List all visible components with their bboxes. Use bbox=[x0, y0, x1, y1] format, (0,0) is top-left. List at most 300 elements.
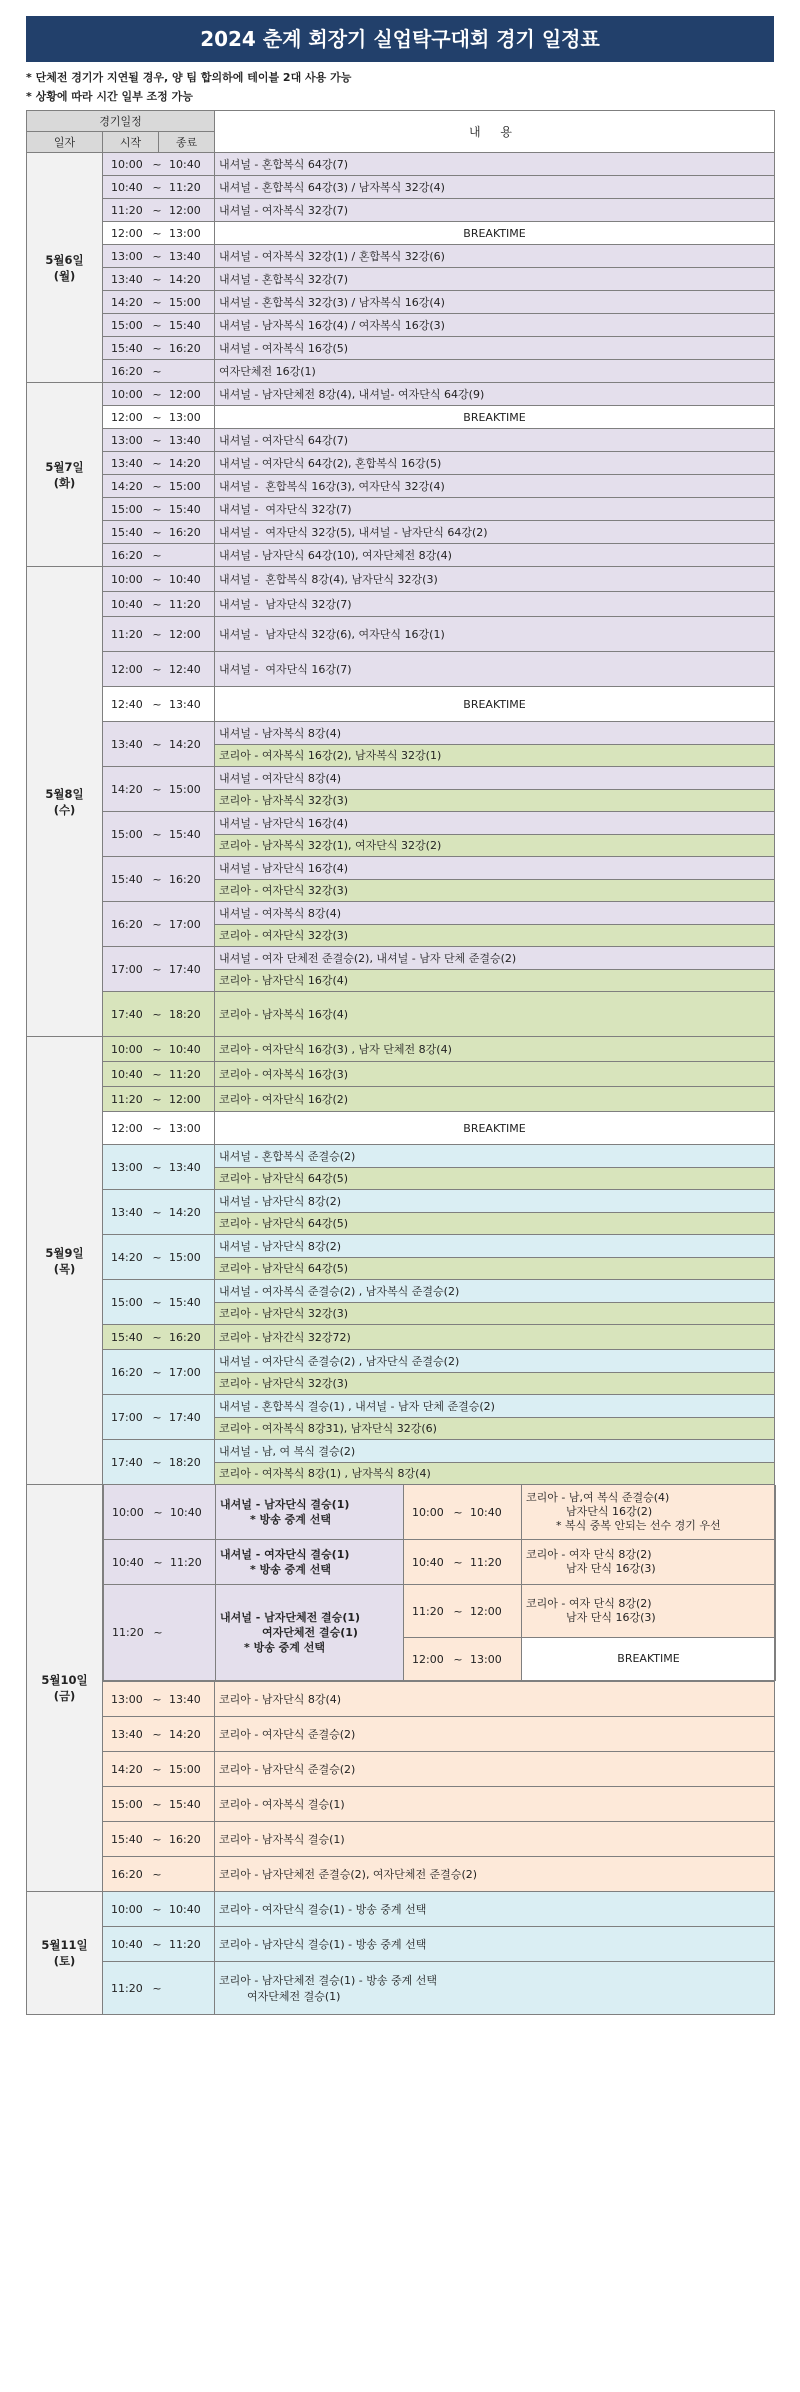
notes bbox=[26, 68, 774, 106]
start-time: 15:40 bbox=[111, 525, 143, 539]
time-cell bbox=[103, 406, 215, 429]
tilde: ~ bbox=[152, 1007, 162, 1021]
split-row bbox=[104, 1540, 776, 1585]
end-time bbox=[170, 1626, 206, 1639]
schedule-row bbox=[27, 1962, 775, 2015]
tilde: ~ bbox=[153, 1555, 163, 1569]
match-line: 내셔널 - 여자복식 32강(1) / 혼합복식 32강(6) bbox=[219, 250, 445, 263]
tilde: ~ bbox=[152, 962, 162, 976]
time-cell bbox=[103, 452, 215, 475]
tilde: ~ bbox=[152, 1160, 162, 1174]
content-cell bbox=[215, 176, 775, 199]
start-time: 14:20 bbox=[111, 782, 143, 796]
match-line: 내셔널 - 남자단식 16강(4) bbox=[215, 857, 774, 879]
time-cell bbox=[103, 1325, 215, 1350]
content-cell bbox=[215, 1062, 775, 1087]
match-line: 코리아 - 남자복식 32강(1), 여자단식 32강(2) bbox=[215, 834, 774, 857]
schedule-row bbox=[27, 360, 775, 383]
start-time: 13:00 bbox=[111, 1160, 143, 1174]
schedule-row bbox=[27, 544, 775, 567]
header-content: 내 용 bbox=[215, 111, 775, 153]
match-line: 내셔널 - 여자단식 64강(2), 혼합복식 16강(5) bbox=[219, 457, 442, 470]
end-time: 15:00 bbox=[169, 782, 201, 796]
end-time: 16:20 bbox=[169, 525, 201, 539]
tilde: ~ bbox=[152, 1295, 162, 1309]
start-time: 10:40 bbox=[112, 1555, 144, 1569]
time-cell bbox=[103, 245, 215, 268]
end-time: 16:20 bbox=[169, 1832, 201, 1846]
tilde: ~ bbox=[152, 249, 162, 263]
time-cell bbox=[103, 1752, 215, 1787]
start-time: 10:40 bbox=[111, 1937, 143, 1951]
tilde: ~ bbox=[152, 1867, 162, 1881]
end-time bbox=[169, 365, 205, 378]
start-time: 11:20 bbox=[112, 1626, 144, 1640]
match-line: 코리아 - 여자단식 32강(3) bbox=[215, 879, 774, 902]
schedule-row bbox=[27, 475, 775, 498]
match-line: 내셔널 - 남자단식 8강(2) bbox=[215, 1235, 774, 1257]
content-cell bbox=[215, 1280, 775, 1325]
schedule-row bbox=[27, 452, 775, 475]
content-cell bbox=[215, 1682, 775, 1717]
korea-match-cell bbox=[522, 1540, 776, 1585]
time-cell bbox=[103, 1892, 215, 1927]
date-cell bbox=[27, 383, 103, 567]
end-time: 14:20 bbox=[169, 272, 201, 286]
header-date: 일자 bbox=[27, 132, 103, 153]
tilde: ~ bbox=[152, 1727, 162, 1741]
match-line: 코리아 - 남자단식 64강(5) bbox=[215, 1167, 774, 1190]
start-time: 12:00 bbox=[111, 662, 143, 676]
schedule-row bbox=[27, 857, 775, 902]
schedule-row bbox=[27, 1350, 775, 1395]
start-time: 13:40 bbox=[111, 737, 143, 751]
end-time: 10:40 bbox=[169, 572, 201, 586]
content-cell bbox=[215, 360, 775, 383]
match-line: 남자 단식 16강(3) bbox=[566, 1562, 656, 1576]
time-cell bbox=[404, 1540, 522, 1585]
time-cell bbox=[103, 1822, 215, 1857]
date-cell bbox=[27, 153, 103, 383]
end-time: 16:20 bbox=[169, 341, 201, 355]
tilde: ~ bbox=[152, 1250, 162, 1264]
content-cell bbox=[215, 652, 775, 687]
time-cell bbox=[103, 176, 215, 199]
end-time: 10:40 bbox=[169, 157, 201, 171]
tilde: ~ bbox=[152, 525, 162, 539]
content-cell bbox=[215, 617, 775, 652]
tilde: ~ bbox=[152, 872, 162, 886]
tilde: ~ bbox=[152, 737, 162, 751]
schedule-row bbox=[27, 1822, 775, 1857]
start-time: 15:00 bbox=[111, 1797, 143, 1811]
end-time: 14:20 bbox=[169, 456, 201, 470]
match-line: 코리아 - 여자단식 준결승(2) bbox=[219, 1728, 356, 1741]
schedule-row bbox=[27, 1037, 775, 1062]
schedule-body bbox=[27, 153, 775, 2015]
start-time: 12:40 bbox=[111, 697, 143, 711]
schedule-row bbox=[27, 1752, 775, 1787]
tilde: ~ bbox=[152, 782, 162, 796]
schedule-row bbox=[27, 1325, 775, 1350]
content-cell bbox=[215, 1145, 775, 1190]
time-cell bbox=[103, 1440, 215, 1485]
match-line: 내셔널 - 혼합복식 32강(7) bbox=[219, 273, 349, 286]
match-line: 여자단체전 결승(1) bbox=[262, 1626, 358, 1640]
match-line: 코리아 - 여자단식 16강(2) bbox=[219, 1093, 349, 1106]
schedule-row bbox=[27, 383, 775, 406]
tilde: ~ bbox=[453, 1555, 463, 1569]
tilde: ~ bbox=[152, 226, 162, 240]
match-line: 내셔널 - 여자복식 준결승(2) , 남자복식 준결승(2) bbox=[215, 1280, 774, 1302]
time-cell bbox=[103, 857, 215, 902]
time-cell bbox=[103, 1682, 215, 1717]
tilde: ~ bbox=[152, 627, 162, 641]
priority-note: * 복식 중복 안되는 선수 경기 우선 bbox=[556, 1519, 721, 1533]
end-time: 18:20 bbox=[169, 1455, 201, 1469]
content-cell bbox=[215, 1752, 775, 1787]
schedule-row bbox=[27, 199, 775, 222]
end-time: 13:40 bbox=[169, 433, 201, 447]
schedule-row bbox=[27, 1485, 775, 1682]
national-final-cell bbox=[216, 1485, 404, 1540]
start-time: 10:00 bbox=[112, 1505, 144, 1519]
schedule-row bbox=[27, 314, 775, 337]
content-cell bbox=[215, 947, 775, 992]
tilde: ~ bbox=[152, 917, 162, 931]
match-line: 여자단체전 결승(1) bbox=[219, 1990, 341, 2003]
broadcast-note: * 방송 중계 선택 bbox=[244, 1641, 325, 1655]
tilde: ~ bbox=[152, 502, 162, 516]
time-cell bbox=[103, 1787, 215, 1822]
content-cell bbox=[215, 1927, 775, 1962]
time-cell bbox=[103, 1280, 215, 1325]
header-schedule: 경기일정 bbox=[27, 111, 215, 132]
match-line: 내셔널 - 여자단식 준결승(2) , 남자단식 준결승(2) bbox=[215, 1350, 774, 1372]
tilde: ~ bbox=[152, 1067, 162, 1081]
time-cell bbox=[103, 222, 215, 245]
time-cell bbox=[103, 652, 215, 687]
time-cell bbox=[103, 592, 215, 617]
tilde: ~ bbox=[152, 1832, 162, 1846]
may10-split-block bbox=[103, 1485, 775, 1682]
match-line: 여자단체전 16강(1) bbox=[219, 365, 316, 378]
start-time: 12:00 bbox=[412, 1652, 444, 1666]
tilde: ~ bbox=[153, 1626, 163, 1640]
date-cell bbox=[27, 567, 103, 1037]
end-time: 13:00 bbox=[169, 226, 201, 240]
schedule-table bbox=[26, 110, 775, 2015]
start-time: 15:40 bbox=[111, 872, 143, 886]
match-line: 내셔널 - 여자단식 64강(7) bbox=[219, 434, 349, 447]
weekday-label: (금) bbox=[53, 1689, 76, 1703]
match-line: 코리아 - 여자 단식 8강(2) bbox=[526, 1548, 652, 1562]
time-cell bbox=[103, 268, 215, 291]
match-line: 내셔널 - 남자단체전 결승(1) bbox=[220, 1611, 361, 1625]
content-cell bbox=[215, 1822, 775, 1857]
match-line: 내셔널 - 남자단식 64강(10), 여자단체전 8강(4) bbox=[219, 549, 452, 562]
match-line: 내셔널 - 여자복식 16강(5) bbox=[219, 342, 349, 355]
schedule-row bbox=[27, 722, 775, 767]
end-time: 12:00 bbox=[169, 203, 201, 217]
end-time: 11:20 bbox=[169, 1937, 201, 1951]
weekday-label: (토) bbox=[53, 1954, 76, 1968]
tilde: ~ bbox=[152, 387, 162, 401]
schedule-row bbox=[27, 812, 775, 857]
start-time: 15:40 bbox=[111, 341, 143, 355]
tilde: ~ bbox=[152, 697, 162, 711]
end-time: 10:40 bbox=[470, 1505, 502, 1519]
match-line: 내셔널 - 혼합복식 8강(4), 남자단식 32강(3) bbox=[219, 573, 438, 586]
weekday-label: (월) bbox=[53, 268, 76, 283]
date-label: 5월10일 bbox=[41, 1673, 88, 1687]
tilde: ~ bbox=[152, 548, 162, 562]
tilde: ~ bbox=[152, 295, 162, 309]
start-time: 10:40 bbox=[111, 180, 143, 194]
end-time: 12:40 bbox=[169, 662, 201, 676]
schedule-row bbox=[27, 429, 775, 452]
content-cell bbox=[215, 314, 775, 337]
tilde: ~ bbox=[152, 1902, 162, 1916]
end-time: 13:40 bbox=[169, 697, 201, 711]
end-time: 14:20 bbox=[169, 1205, 201, 1219]
korea-match-cell bbox=[522, 1485, 776, 1540]
schedule-row bbox=[27, 1235, 775, 1280]
time-cell bbox=[104, 1540, 216, 1585]
match-line: 코리아 - 남자단식 준결승(2) bbox=[219, 1763, 356, 1776]
schedule-row bbox=[27, 498, 775, 521]
end-time: 17:00 bbox=[169, 1365, 201, 1379]
schedule-row bbox=[27, 1190, 775, 1235]
start-time: 10:00 bbox=[111, 1042, 143, 1056]
schedule-row bbox=[27, 1062, 775, 1087]
schedule-row bbox=[27, 617, 775, 652]
match-line: 내셔널 - 혼합복식 16강(3), 여자단식 32강(4) bbox=[219, 480, 445, 493]
tilde: ~ bbox=[152, 433, 162, 447]
match-line: 코리아 - 남자복식 결승(1) bbox=[219, 1833, 345, 1846]
content-cell bbox=[215, 1235, 775, 1280]
content-cell bbox=[215, 498, 775, 521]
header-start: 시작 bbox=[103, 132, 159, 153]
end-time: 17:40 bbox=[169, 962, 201, 976]
match-line: 코리아 - 남자단식 32강(3) bbox=[215, 1302, 774, 1325]
date-cell bbox=[27, 1485, 103, 1892]
tilde: ~ bbox=[152, 341, 162, 355]
date-label: 5월8일 bbox=[45, 786, 84, 801]
schedule-row bbox=[27, 222, 775, 245]
schedule-row bbox=[27, 1717, 775, 1752]
end-time: 15:00 bbox=[169, 295, 201, 309]
content-cell bbox=[215, 1892, 775, 1927]
content-cell bbox=[215, 1350, 775, 1395]
schedule-row bbox=[27, 992, 775, 1037]
start-time: 10:40 bbox=[412, 1555, 444, 1569]
schedule-row bbox=[27, 176, 775, 199]
broadcast-note: * 방송 중계 선택 bbox=[250, 1563, 331, 1577]
tilde: ~ bbox=[152, 1205, 162, 1219]
content-cell bbox=[215, 722, 775, 767]
schedule-row bbox=[27, 567, 775, 592]
tilde: ~ bbox=[152, 157, 162, 171]
match-line: 남자단식 16강(2) bbox=[566, 1505, 653, 1519]
weekday-label: (목) bbox=[53, 1261, 76, 1276]
time-cell bbox=[103, 1350, 215, 1395]
match-line: 코리아 - 남자복식 16강(4) bbox=[219, 1008, 349, 1021]
time-cell bbox=[103, 1087, 215, 1112]
end-time: 14:20 bbox=[169, 1727, 201, 1741]
match-line: 코리아 - 남,여 복식 준결승(4) bbox=[526, 1491, 670, 1505]
schedule-row bbox=[27, 406, 775, 429]
match-line: 남자 단식 16강(3) bbox=[566, 1611, 656, 1625]
start-time: 17:40 bbox=[111, 1455, 143, 1469]
time-cell bbox=[103, 1112, 215, 1145]
end-time: 15:00 bbox=[169, 479, 201, 493]
start-time: 11:20 bbox=[111, 1092, 143, 1106]
start-time: 12:00 bbox=[111, 226, 143, 240]
date-label: 5월7일 bbox=[45, 459, 84, 474]
match-line: 내셔널 - 남자단식 32강(7) bbox=[219, 598, 352, 611]
content-cell bbox=[215, 812, 775, 857]
match-line: 내셔널 - 혼합복식 결승(1) , 내셔널 - 남자 단체 준결승(2) bbox=[215, 1395, 774, 1417]
end-time: 12:00 bbox=[169, 627, 201, 641]
content-cell bbox=[215, 1395, 775, 1440]
time-cell bbox=[404, 1485, 522, 1540]
note-1: * 단체전 경기가 지연될 경우, 양 팀 합의하에 테이블 2대 사용 가능 bbox=[26, 71, 352, 84]
tilde: ~ bbox=[152, 572, 162, 586]
match-line: 내셔널 - 여자단식 8강(4) bbox=[215, 767, 774, 789]
end-time: 10:40 bbox=[170, 1505, 202, 1519]
schedule-row bbox=[27, 291, 775, 314]
date-label: 5월9일 bbox=[45, 1245, 84, 1260]
end-time: 17:00 bbox=[169, 917, 201, 931]
tilde: ~ bbox=[152, 1937, 162, 1951]
start-time: 16:20 bbox=[111, 1867, 143, 1881]
tilde: ~ bbox=[152, 203, 162, 217]
note-2: * 상황에 따라 시간 일부 조정 가능 bbox=[26, 90, 193, 103]
time-cell bbox=[103, 1235, 215, 1280]
content-cell bbox=[215, 153, 775, 176]
match-line: 코리아 - 여자복식 8강(1) , 남자복식 8강(4) bbox=[215, 1462, 774, 1485]
tilde: ~ bbox=[152, 1092, 162, 1106]
start-time: 11:20 bbox=[412, 1604, 444, 1618]
match-line: 내셔널 - 남자단식 16강(4) bbox=[215, 812, 774, 834]
match-line: 내셔널 - 여자단식 32강(5), 내셔널 - 남자단식 64강(2) bbox=[219, 526, 488, 539]
breaktime-label: BREAKTIME bbox=[463, 410, 526, 424]
time-cell bbox=[103, 1037, 215, 1062]
weekday-label: (화) bbox=[53, 475, 76, 490]
schedule-row bbox=[27, 337, 775, 360]
match-line: 내셔널 - 혼합복식 64강(3) / 남자복식 32강(4) bbox=[219, 181, 445, 194]
end-time: 10:40 bbox=[169, 1042, 201, 1056]
match-line: 코리아 - 남자단식 16강(4) bbox=[215, 969, 774, 992]
end-time: 14:20 bbox=[169, 737, 201, 751]
content-cell bbox=[215, 544, 775, 567]
end-time: 12:00 bbox=[470, 1604, 502, 1618]
time-cell bbox=[103, 1927, 215, 1962]
date-cell bbox=[27, 1037, 103, 1485]
end-time: 18:20 bbox=[169, 1007, 201, 1021]
match-line: 코리아 - 여자복식 16강(2), 남자복식 32강(1) bbox=[215, 744, 774, 767]
content-cell bbox=[215, 1857, 775, 1892]
split-row bbox=[104, 1585, 776, 1638]
broadcast-note: * 방송 중계 선택 bbox=[250, 1513, 331, 1527]
match-line: 내셔널 - 혼합복식 32강(3) / 남자복식 16강(4) bbox=[219, 296, 445, 309]
start-time: 13:40 bbox=[111, 456, 143, 470]
time-cell bbox=[103, 1062, 215, 1087]
tilde: ~ bbox=[453, 1505, 463, 1519]
time-cell bbox=[103, 153, 215, 176]
start-time: 13:00 bbox=[111, 249, 143, 263]
content-cell bbox=[215, 1440, 775, 1485]
match-line: 내셔널 - 여자복식 8강(4) bbox=[215, 902, 774, 924]
weekday-label: (수) bbox=[53, 802, 76, 817]
match-line: 내셔널 - 남자단식 결승(1) bbox=[220, 1498, 350, 1512]
match-line: 코리아 - 여자복식 16강(3) bbox=[219, 1068, 349, 1081]
schedule-row bbox=[27, 1112, 775, 1145]
start-time: 16:20 bbox=[111, 364, 143, 378]
end-time: 13:00 bbox=[169, 410, 201, 424]
content-cell bbox=[215, 567, 775, 592]
national-final-cell bbox=[216, 1540, 404, 1585]
time-cell bbox=[103, 1962, 215, 2015]
end-time: 15:40 bbox=[169, 502, 201, 516]
start-time: 10:00 bbox=[412, 1505, 444, 1519]
tilde: ~ bbox=[152, 1042, 162, 1056]
tilde: ~ bbox=[152, 1797, 162, 1811]
time-cell bbox=[103, 429, 215, 452]
start-time: 15:40 bbox=[111, 1330, 143, 1344]
match-line: 내셔널 - 혼합복식 준결승(2) bbox=[215, 1145, 774, 1167]
end-time: 15:00 bbox=[169, 1762, 201, 1776]
content-cell bbox=[215, 1717, 775, 1752]
match-line: 내셔널 - 여자단식 16강(7) bbox=[219, 663, 352, 676]
time-cell bbox=[103, 902, 215, 947]
tilde: ~ bbox=[152, 1330, 162, 1344]
start-time: 11:20 bbox=[111, 627, 143, 641]
content-cell bbox=[215, 245, 775, 268]
start-time: 10:00 bbox=[111, 1902, 143, 1916]
schedule-row bbox=[27, 1682, 775, 1717]
breaktime-label: BREAKTIME bbox=[522, 1638, 776, 1681]
match-line: 코리아 - 남자복식 32강(3) bbox=[215, 789, 774, 812]
end-time: 15:40 bbox=[169, 827, 201, 841]
tilde: ~ bbox=[152, 364, 162, 378]
match-line: 내셔널 - 혼합복식 64강(7) bbox=[219, 158, 349, 171]
start-time: 17:00 bbox=[111, 1410, 143, 1424]
match-line: 내셔널 - 여자단식 결승(1) bbox=[220, 1548, 350, 1562]
content-cell bbox=[215, 521, 775, 544]
breaktime-label: BREAKTIME bbox=[463, 1121, 526, 1135]
content-cell bbox=[215, 383, 775, 406]
match-line: 코리아 - 남자단식 64강(5) bbox=[215, 1257, 774, 1280]
header-end: 종료 bbox=[159, 132, 215, 153]
tilde: ~ bbox=[152, 1365, 162, 1379]
end-time: 13:40 bbox=[169, 249, 201, 263]
end-time: 11:20 bbox=[170, 1555, 202, 1569]
content-cell bbox=[215, 857, 775, 902]
schedule-row bbox=[27, 1787, 775, 1822]
start-time: 12:00 bbox=[111, 1121, 143, 1135]
content-cell bbox=[215, 429, 775, 452]
tilde: ~ bbox=[152, 597, 162, 611]
content-cell bbox=[215, 1787, 775, 1822]
content-cell bbox=[215, 1190, 775, 1235]
schedule-row bbox=[27, 1857, 775, 1892]
tilde: ~ bbox=[152, 1121, 162, 1135]
start-time: 13:40 bbox=[111, 1727, 143, 1741]
content-cell bbox=[215, 291, 775, 314]
tilde: ~ bbox=[152, 1455, 162, 1469]
